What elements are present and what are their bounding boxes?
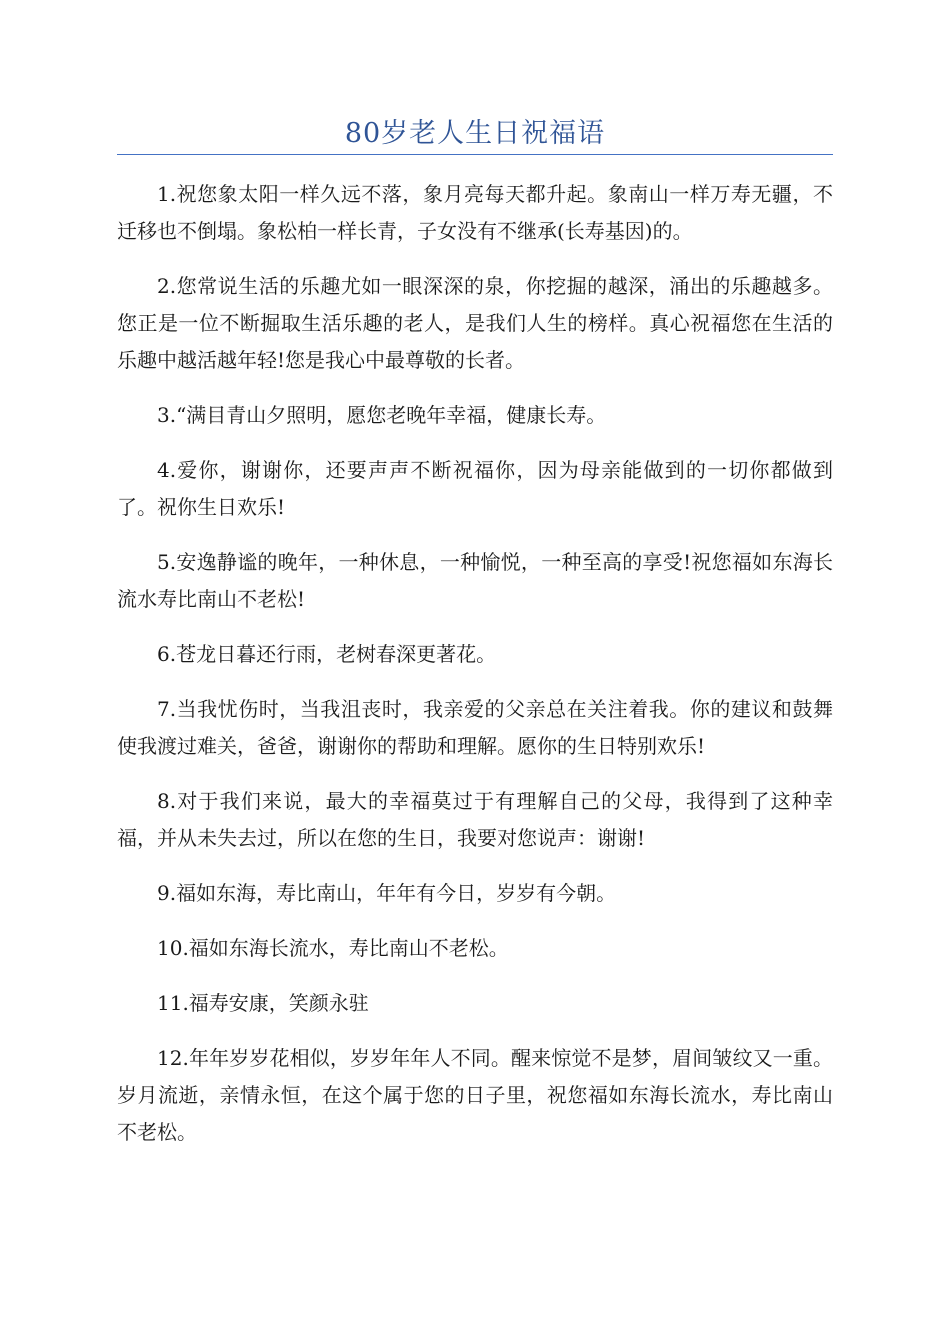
paragraph-1: 1.祝您象太阳一样久远不落，象月亮每天都升起。象南山一样万寿无疆，不迁移也不倒塌。象松柏一样长青，子女没有不继承(长寿基因)的。 [117,182,833,243]
paragraph-6: 6.苍龙日暮还行雨，老树春深更著花。 [157,642,497,666]
document-body [117,176,833,1169]
paragraph-5: 5.安逸静谧的晚年，一种休息，一种愉悦，一种至高的享受!祝您福如东海长流水寿比南山不老松! [117,550,833,611]
paragraph-4: 4.爱你，谢谢你，还要声声不断祝福你，因为母亲能做到的一切你都做到了。祝你生日欢乐! [117,458,833,519]
paragraph-7: 7.当我忧伤时，当我沮丧时，我亲爱的父亲总在关注着我。你的建议和鼓舞使我渡过难关，爸爸，谢谢你的帮助和理解。愿你的生日特别欢乐! [117,697,833,758]
title-underline [117,154,833,155]
paragraph-9: 9.福如东海，寿比南山，年年有今日，岁岁有今朝。 [157,881,617,905]
paragraph-12: 12.年年岁岁花相似，岁岁年年人不同。醒来惊觉不是梦，眉间皱纹又一重。岁月流逝，亲情永恒，在这个属于您的日子里，祝您福如东海长流水，寿比南山不老松。 [117,1046,833,1144]
paragraph-2: 2.您常说生活的乐趣尤如一眼深深的泉，你挖掘的越深，涌出的乐趣越多。您正是一位不断掘取生活乐趣的老人，是我们人生的榜样。真心祝福您在生活的乐趣中越活越年轻!您是我心中最尊敬的长者。 [117,274,833,372]
paragraph-10: 10.福如东海长流水，寿比南山不老松。 [157,936,509,960]
page-title: 80岁老人生日祝福语 [344,118,606,149]
paragraph-8: 8.对于我们来说，最大的幸福莫过于有理解自己的父母，我得到了这种幸福，并从未失去过，所以在您的生日，我要对您说声：谢谢! [117,789,833,850]
paragraph-3: 3.“满目青山夕照明，愿您老晚年幸福，健康长寿。 [157,403,607,427]
paragraph-11: 11.福寿安康，笑颜永驻 [157,991,369,1015]
